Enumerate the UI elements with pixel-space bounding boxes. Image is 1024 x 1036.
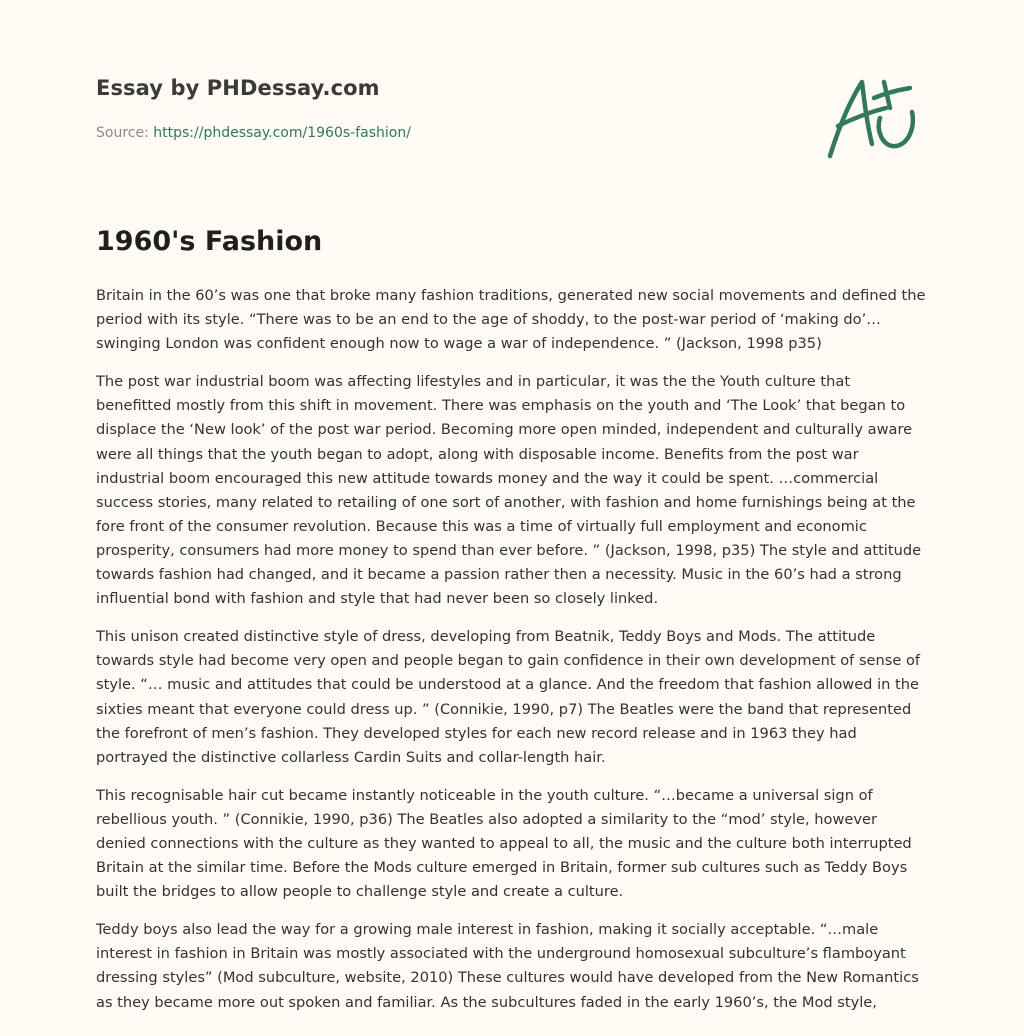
essay-body [96, 284, 930, 1029]
essay-paragraph: The post war industrial boom was affecting lifestyles and in particular, it was the the Youth culture that benefitted mostly from this shift in movement. There was emphasis on the youth and ‘The Look’ that began to displace the ‘New look’ of the post war period. Becoming more open minded, independent and culturally aware were all things that the youth began to adopt, along with disposable income. Benefits from the post war industrial boom encouraged this new attitude towards money and the way it could be spent. …commercial success stories, many related to retailing of one sort of another, with fashion and home furnishings being at the fore front of the consumer revolution. Because this was a time of virtually full employment and economic prosperity, consumers had more money to spend than ever before. ” (Jackson, 1998, p35) The style and attitude towards fashion had changed, and it became a passion rather then a necessity. Music in the 60’s had a strong influential bond with fashion and style that had never been so closely linked. [96, 373, 922, 608]
page-header [96, 76, 930, 176]
essay-paragraph: Teddy boys also lead the way for a growing male interest in fashion, making it socially acceptable. “…male interest in fashion in Britain was mostly associated with the underground homosexual subculture’s flamboyant dressing styles” (Mod subculture, website, 2010) These cultures would have developed from the New Romantics as they became more out spoken and familiar. As the subcultures faded in the early 1960’s, the Mod style, [96, 921, 919, 1011]
essay-title: 1960's Fashion [96, 226, 323, 257]
essay-page [96, 0, 930, 1036]
source-line [96, 125, 411, 141]
source-link[interactable]: https://phdessay.com/1960s-fashion/ [153, 125, 411, 141]
a-plus-logo-icon [822, 68, 926, 164]
site-title: Essay by PHDessay.com [96, 76, 380, 100]
source-label: Source: [96, 125, 149, 141]
essay-paragraph: This unison created distinctive style of dress, developing from Beatnik, Teddy Boys and Mods. The attitude towards style had become very open and people began to gain confidence in their own development of sense of style. “… music and attitudes that could be understood at a glance. And the freedom that fashion allowed in the sixties meant that everyone could dress up. ” (Connikie, 1990, p7) The Beatles were the band that represented the forefront of men’s fashion. They developed styles for each new record release and in 1963 they had portrayed the distinctive collarless Cardin Suits and collar-length hair. [96, 628, 921, 766]
essay-paragraph: Britain in the 60’s was one that broke many fashion traditions, generated new social movements and defined the period with its style. “There was to be an end to the age of shoddy, to the post-war period of ‘making do’… swinging London was confident enough now to wage a war of independence. ” (Jackson, 1998 p35) [96, 287, 926, 353]
essay-paragraph: This recognisable hair cut became instantly noticeable in the youth culture. “…became a universal sign of rebellious youth. ” (Connikie, 1990, p36) The Beatles also adopted a similarity to the “mod’ style, however denied connections with the culture as they wanted to appeal to all, the music and the culture both interrupted Britain at the similar time. Before the Mods culture emerged in Britain, former sub cultures such as Teddy Boys built the bridges to allow people to challenge style and create a culture. [96, 786, 912, 901]
